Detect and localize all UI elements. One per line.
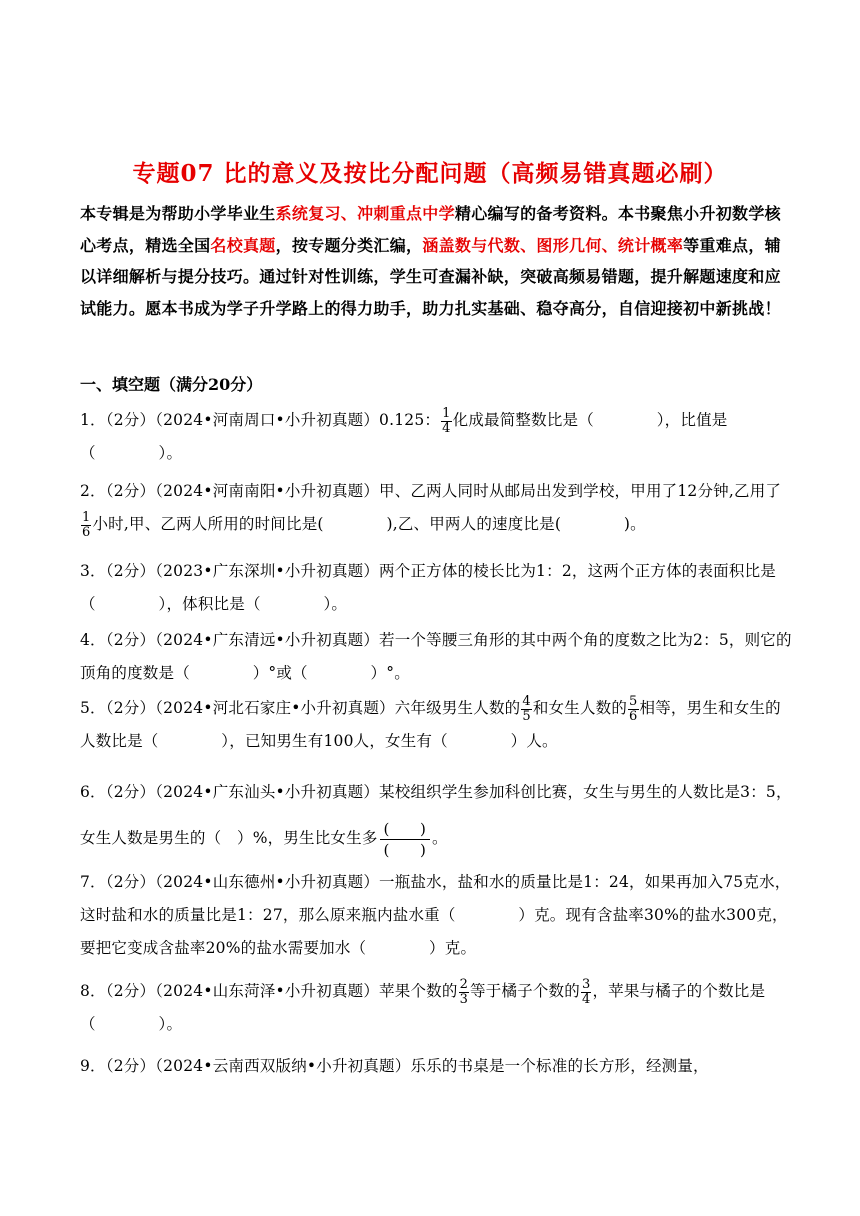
page-title: 专题07 比的意义及按比分配问题（高频易错真题必刷） (132, 160, 728, 187)
fraction-numerator: ( ) (380, 819, 431, 840)
question-5 (80, 692, 792, 758)
question-1 (80, 404, 792, 470)
fraction (628, 695, 638, 724)
q8-text-a: 8．（2分）（2024•山东菏泽•小升初真题）苹果个数的 (80, 982, 458, 1000)
q1-text-b: 化成最简整数比是（ ），比值是（ ）。 (80, 411, 728, 462)
fraction-denominator: 6 (82, 524, 91, 540)
intro-paragraph (80, 198, 786, 324)
q5-text-a: 5．（2分）（2024•河北石家庄•小升初真题）六年级男生人数的 (80, 699, 521, 717)
intro-highlight-2: 名校真题 (210, 235, 276, 255)
q2-text-a: 2．（2分）（2024•河南南阳•小升初真题）甲、乙两人同时从邮局出发到学校，甲用了12分钟,乙用了 (80, 482, 782, 500)
fraction-denominator: ( ) (383, 840, 427, 859)
question-8 (80, 975, 792, 1041)
question-7: 7．（2分）（2024•山东德州•小升初真题）一瓶盐水，盐和水的质量比是1：24，如果再加入75克水，这时盐和水的质量比是1：27，那么原来瓶内盐水重（ ）克。现有含盐率30%的盐水300克，要把它变成含盐率20%的盐水需要加水（ ）克。 (80, 873, 791, 957)
fraction (441, 407, 451, 436)
fraction-denominator: 3 (459, 991, 469, 1007)
section-heading: 一、填空题（满分20分） (80, 375, 263, 394)
q6-text-b: 。 (432, 829, 448, 847)
question-3: 3．（2分）（2023•广东深圳•小升初真题）两个正方体的棱长比为1：2，这两个正方体的表面积比是（ ），体积比是（ ）。 (80, 562, 776, 613)
q5-text-b: 和女生人数的 (532, 699, 628, 717)
fraction (581, 978, 591, 1007)
q8-text-b: 等于橘子个数的 (470, 982, 580, 1000)
fraction (81, 511, 91, 540)
intro-text-4: 等重难点，辅以详细解析与提分技巧。通过针对性训练，学生可查漏补缺，突破高频易错题，提升解题速度和应试能力。愿本书成为学子升学路上的得力助手，助力扎实基础、稳夺高分，自信迎接初中新挑战！ (80, 235, 781, 318)
fraction-numerator: 3 (581, 976, 591, 992)
blank-fraction (380, 819, 431, 860)
q8-text-c: ，苹果与橘子的个数比是（ ）。 (80, 982, 766, 1033)
intro-text-3: ，按专题分类汇编， (275, 235, 423, 255)
intro-text-1: 本专辑是为帮助小学毕业生 (80, 204, 276, 223)
fraction-numerator: 2 (459, 976, 469, 992)
fraction (459, 978, 469, 1007)
q6-text-a: 6．（2分）（2024•广东汕头•小升初真题）某校组织学生参加科创比赛，女生与男生的人数比是3：5，女生人数是男生的（ ）%，男生比女生多 (80, 783, 792, 847)
fraction-denominator: 6 (629, 708, 638, 724)
q1-text-a: 1．（2分）（2024•河南周口•小升初真题）0.125： (80, 411, 441, 429)
fraction-numerator: 5 (629, 693, 638, 709)
fraction-denominator: 5 (522, 708, 531, 724)
fraction-numerator: 1 (442, 405, 451, 421)
intro-highlight-1: 系统复习、冲刺重点中学 (275, 204, 455, 223)
q5-text-c: 相等，男生和女生的人数比是（ ），已知男生有100人，女生有（ ）人。 (80, 699, 781, 750)
intro-highlight-3: 涵盖数与代数、图形几何、统计概率 (422, 235, 684, 255)
fraction-numerator: 4 (522, 693, 531, 709)
q2-text-b: 小时,甲、乙两人所用的时间比是( ),乙、甲两人的速度比是( )。 (92, 515, 646, 533)
intro-text-2: 精心编写的备考资料。本书聚焦小升初数学核心考点，精选全国 (80, 204, 781, 255)
fraction (521, 695, 531, 724)
question-9: 9．（2分）（2024•云南西双版纳•小升初真题）乐乐的书桌是一个标准的长方形，经测量， (80, 1057, 709, 1075)
fraction-denominator: 4 (581, 991, 591, 1007)
question-2 (80, 475, 792, 541)
fraction-denominator: 4 (442, 420, 451, 436)
fraction-numerator: 1 (82, 509, 91, 525)
question-6 (80, 769, 792, 861)
question-4: 4．（2分）（2024•广东清远•小升初真题）若一个等腰三角形的其中两个角的度数之比为2：5，则它的顶角的度数是（ ）°或（ ）°。 (80, 631, 792, 682)
